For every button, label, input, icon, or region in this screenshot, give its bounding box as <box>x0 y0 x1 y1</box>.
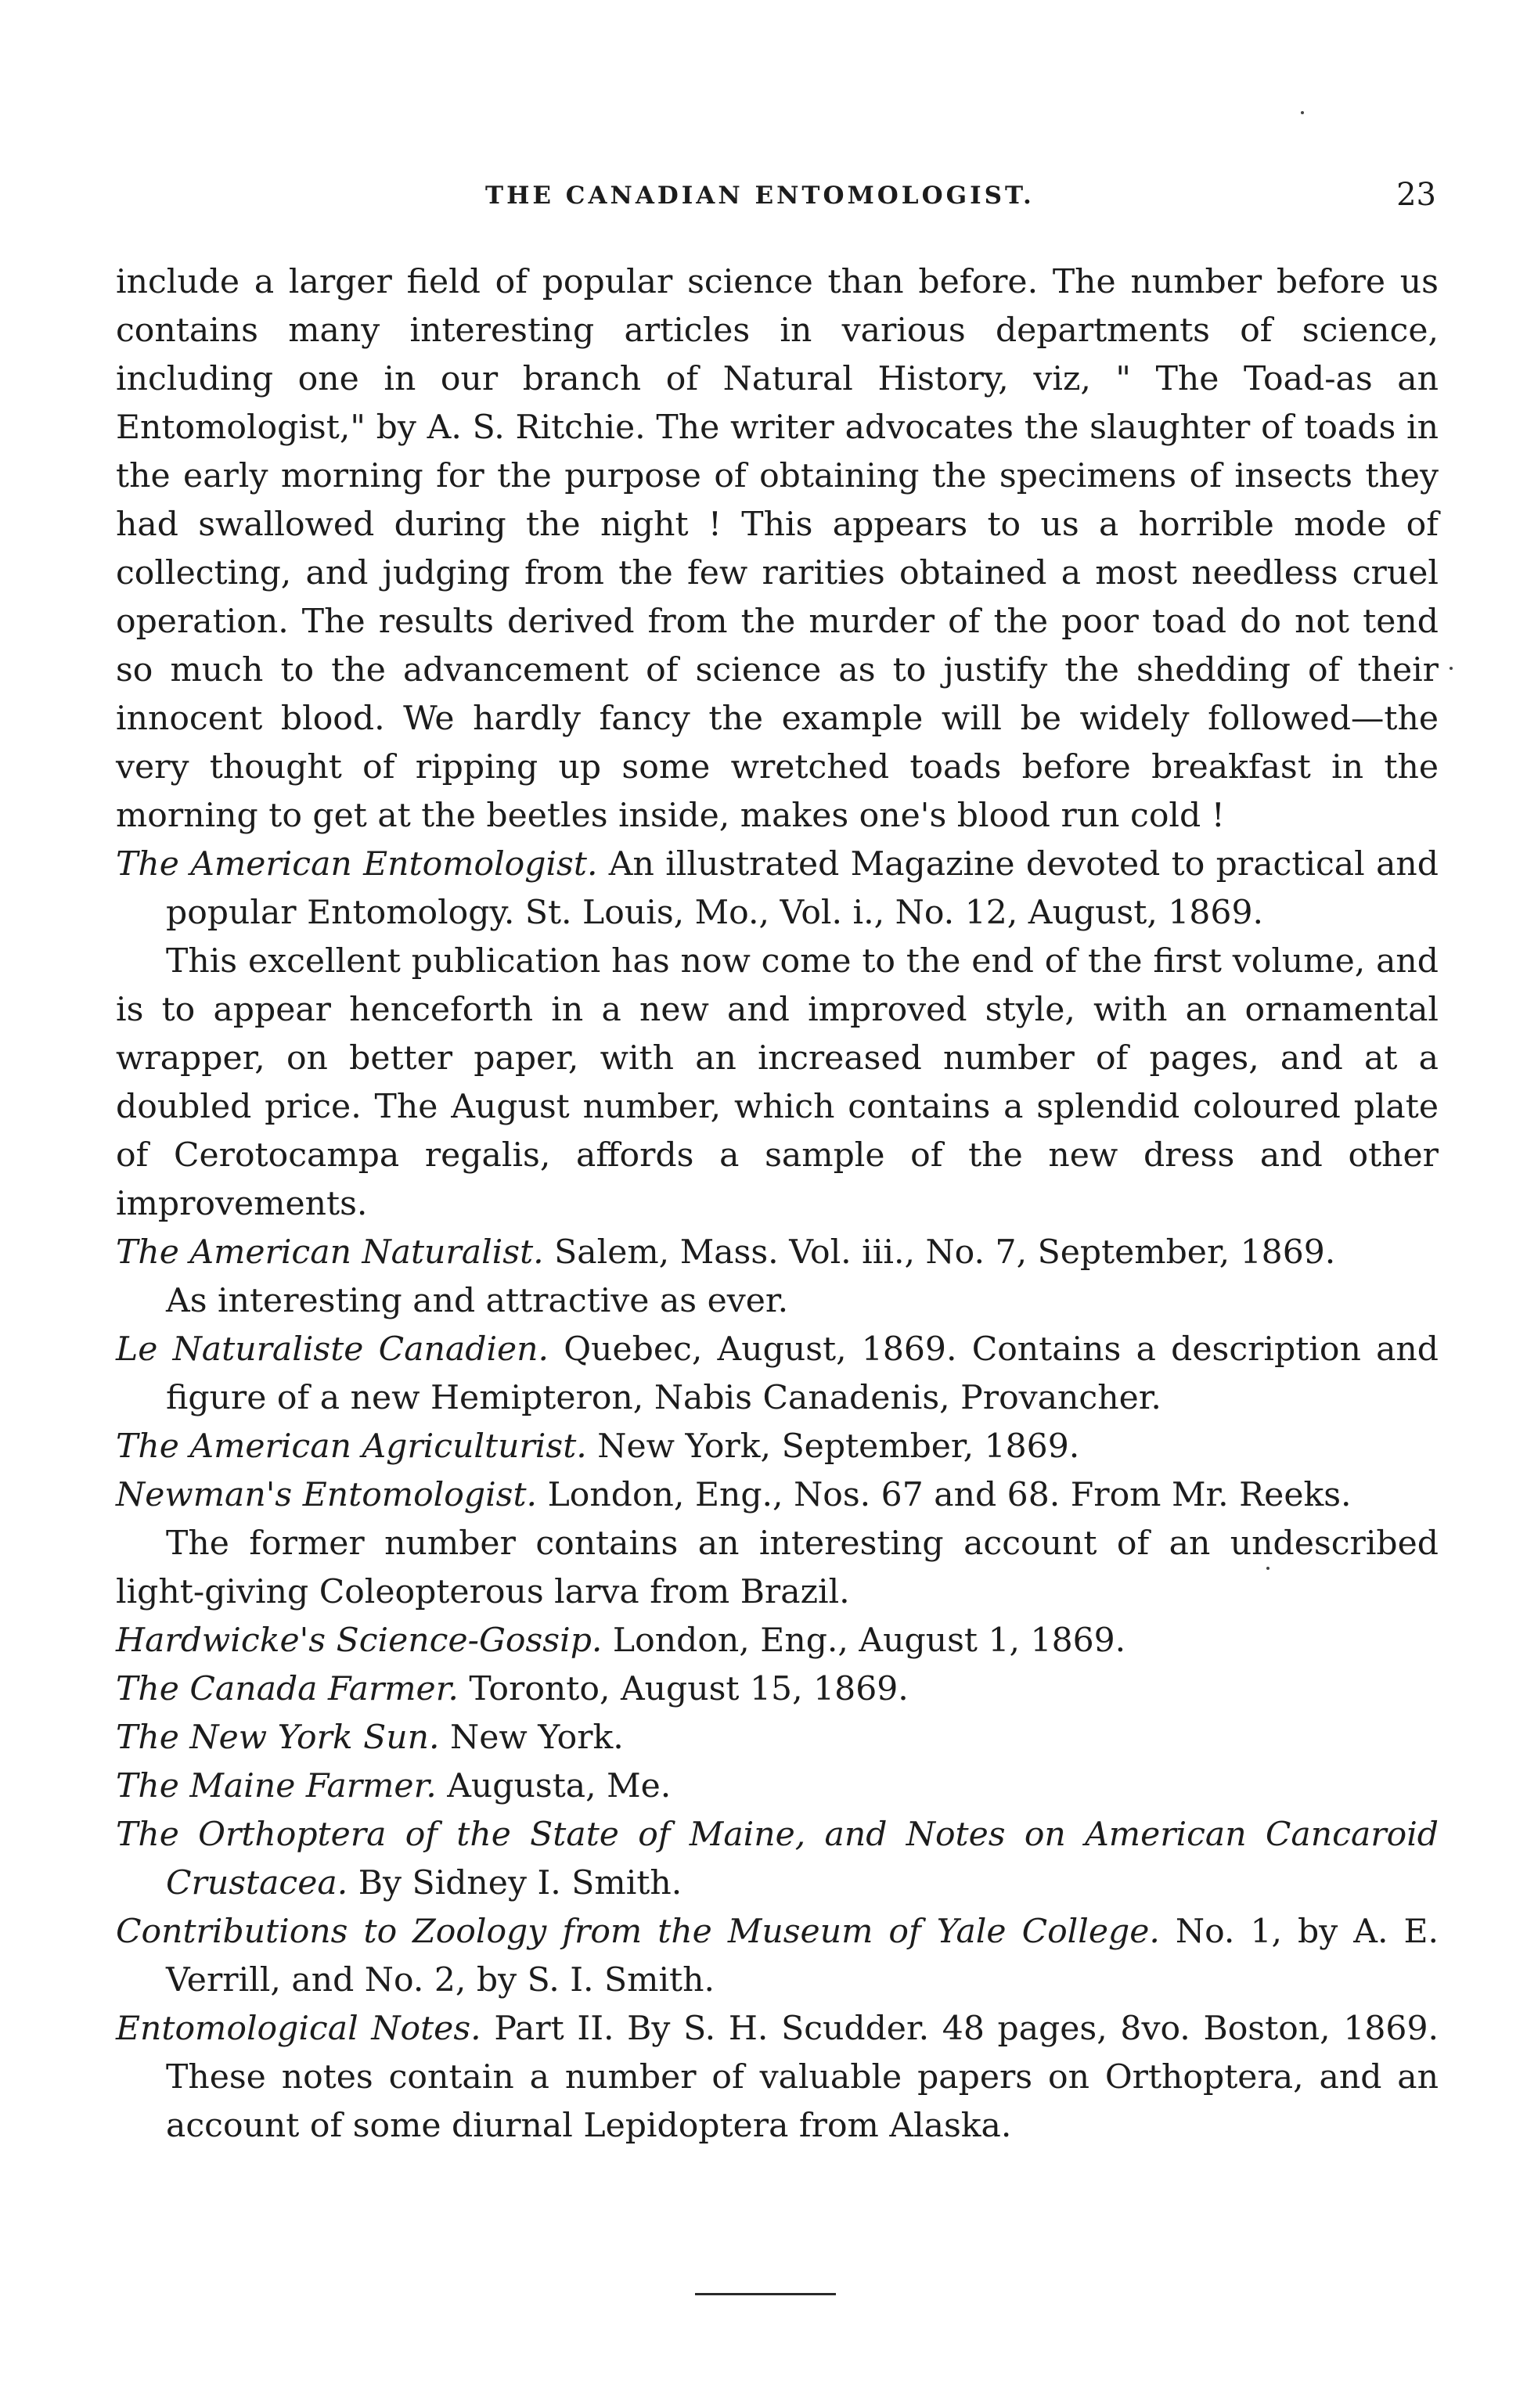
entry-naturaliste-canadien <box>116 1326 1439 1423</box>
entry-title: Entomological Notes. <box>116 2010 481 2048</box>
entry-title: Contributions to Zoology from the Museum of Yale College. <box>116 1913 1160 1951</box>
intro-paragraph: include a larger field of popular science than before. The number before us contains many interesting articles in various departments of science, including one in our branch of Natural History, viz, " The Toad-as an Entomologist," by A. S. Ritchie. The writer advocates the slaughter of toads in the early morning for the purpose of obtaining the specimens of insects they had swallowed during the night ! This appears to us a horrible mode of collecting, and judging from the few rarities obtained a most needless cruel operation. The results derived from the murder of the poor toad do not tend so much to the advancement of science as to justify the shedding of their innocent blood. We hardly fancy the example will be widely followed—the very thought of ripping up some wretched toads before breakfast in the morning to get at the beetles inside, makes one's blood run cold ! <box>116 263 1439 835</box>
entry-note: The former number contains an interesting account of an undescribed light-giving Coleopterous larva from Brazil. <box>116 1524 1439 1611</box>
entry-maine-farmer <box>116 1762 1439 1811</box>
entry-hardwickes-science-gossip <box>116 1617 1439 1665</box>
entry-note: This excellent publication has now come to the end of the first volume, and is to appear henceforth in a new and improved style, with an ornamental wrapper, on better paper, with an increased number of pages, and at a doubled price. The August number, which contains a splendid coloured plate of Cerotocampa regalis, affords a sample of the new dress and other improvements. <box>116 942 1439 1223</box>
entry-details: London, Eng., Nos. 67 and 68. From Mr. Reeks. <box>537 1476 1352 1514</box>
entry-details: Toronto, August 15, 1869. <box>458 1670 909 1708</box>
scan-speck <box>1301 111 1304 114</box>
running-title: THE CANADIAN ENTOMOLOGIST. <box>485 182 1035 210</box>
entry-details: An illustrated Magazine devoted to practical and popular Entomology. St. Louis, Mo., Vol. i., No. 12, August, 1869. <box>166 845 1439 932</box>
entry-american-agriculturist <box>116 1423 1439 1471</box>
entry-orthoptera-maine <box>116 1811 1439 1908</box>
entry-american-naturalist <box>116 1229 1439 1277</box>
entry-title: Hardwicke's Science-Gossip. <box>116 1622 603 1660</box>
closing-rule <box>695 2293 836 2295</box>
scan-speck <box>1450 667 1453 670</box>
entry-title: The American Naturalist. <box>116 1233 544 1272</box>
entry-details: Salem, Mass. Vol. iii., No. 7, September, 1869. <box>543 1233 1336 1272</box>
entry-details: No. 1, by A. E. Verrill, and No. 2, by S. I. Smith. <box>166 1913 1439 1999</box>
entry-details: New York. <box>439 1719 624 1757</box>
entry-title: The American Entomologist. <box>116 845 598 884</box>
entry-contributions-zoology <box>116 1908 1439 2005</box>
entry-title: The Canada Farmer. <box>116 1670 459 1708</box>
entry-title: The Maine Farmer. <box>116 1767 437 1805</box>
entry-details: Part II. By S. H. Scudder. 48 pages, 8vo. Boston, 1869. These notes contain a number of valuable papers on Orthoptera, and an account of some diurnal Lepidoptera from Alaska. <box>166 2010 1439 2145</box>
entry-details: Quebec, August, 1869. Contains a description and figure of a new Hemipteron, Nabis Canadenis, Provancher. <box>166 1330 1439 1417</box>
entry-new-york-sun <box>116 1714 1439 1762</box>
body-text <box>116 258 1439 2151</box>
entry-title: The Orthoptera of the State of Maine, and Notes on American Cancaroid Crustacea. <box>116 1816 1439 1902</box>
entry-title: Newman's Entomologist. <box>116 1476 538 1514</box>
entry-title: Le Naturaliste Canadien. <box>116 1330 549 1369</box>
entry-title: The American Agriculturist. <box>116 1427 587 1466</box>
entry-details: London, Eng., August 1, 1869. <box>602 1622 1126 1660</box>
entry-american-entomologist <box>116 840 1439 938</box>
entry-note: As interesting and attractive as ever. <box>166 1282 789 1320</box>
page-header <box>117 177 1436 229</box>
scan-speck <box>1266 1567 1269 1570</box>
page-number: 23 <box>1396 177 1436 213</box>
entry-details: By Sidney I. Smith. <box>348 1864 682 1902</box>
entry-newmans-entomologist <box>116 1471 1439 1520</box>
entry-entomological-notes <box>116 2005 1439 2151</box>
entry-details: Augusta, Me. <box>436 1767 672 1805</box>
entry-title: The New York Sun. <box>116 1719 440 1757</box>
entry-canada-farmer <box>116 1665 1439 1714</box>
entry-details: New York, September, 1869. <box>586 1427 1080 1466</box>
